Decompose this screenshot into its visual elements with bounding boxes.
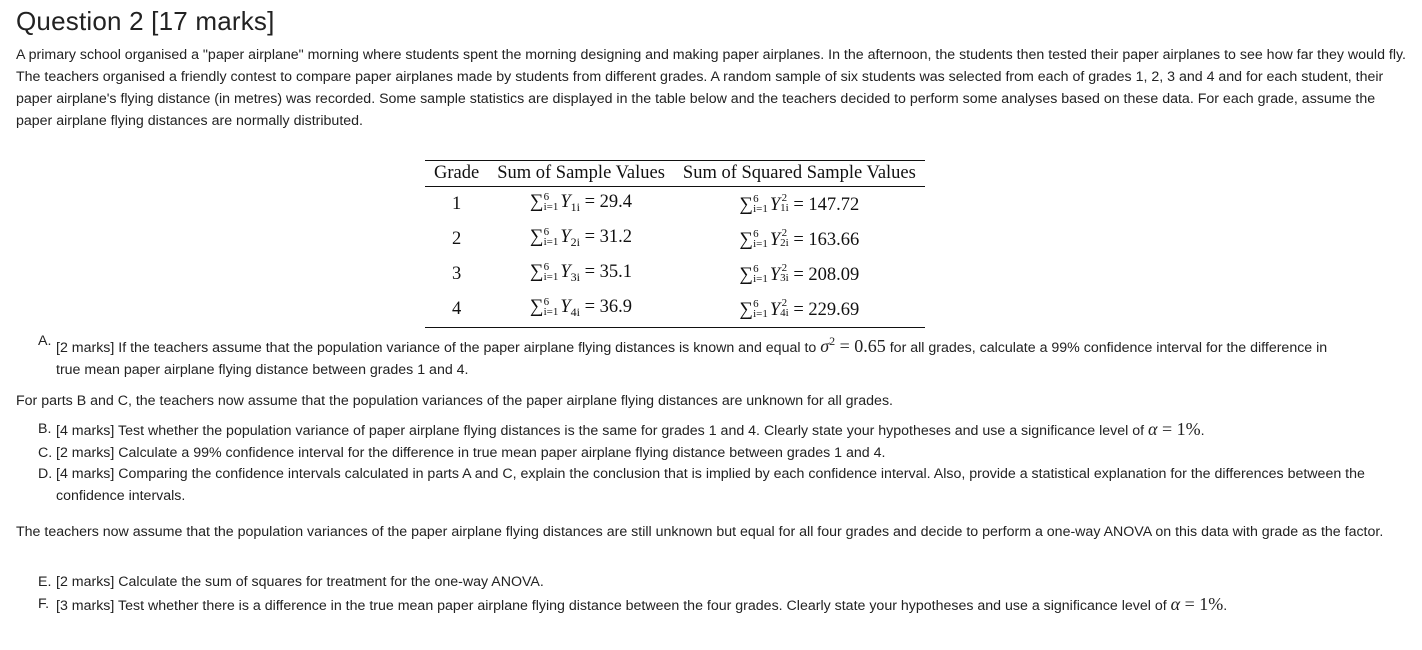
variable: Y	[769, 299, 781, 320]
part-c-label: C.	[38, 444, 53, 461]
sum-cell	[488, 222, 674, 257]
sum-squared-value: = 147.72	[793, 194, 860, 215]
subscript: 4i	[570, 305, 580, 319]
sum-value: = 31.2	[584, 227, 633, 247]
summation-limits: 6 i=1	[543, 190, 559, 213]
sum-squared-value: = 163.66	[793, 229, 860, 250]
part-c-text: [2 marks] Calculate a 99% confidence interval for the difference in true mean paper airplane flying distance between grades 1 and 4.	[56, 444, 886, 461]
sum-squared-cell	[674, 222, 925, 257]
sum-value: = 29.4	[584, 192, 633, 212]
grade-cell: 4	[425, 292, 488, 328]
sum-squared-value: = 208.09	[793, 264, 860, 285]
part-a-text-1: [2 marks] If the teachers assume that the population variance of the paper airplane flying distances is known and equal to	[56, 340, 817, 356]
table-row	[425, 292, 925, 328]
variable: Y	[560, 227, 571, 247]
paragraph-anova: The teachers now assume that the population variances of the paper airplane flying distances are still unknown but equal for all four grades and decide to perform a one-way ANOVA on this data with grade as the factor.	[16, 524, 1384, 540]
part-d-text: [4 marks] Comparing the confidence intervals calculated in parts A and C, explain the conclusion that is implied by each confidence interval. Also, provide a statistical explanation for the differences between the confidence intervals.	[56, 466, 1365, 504]
superscript-subscript: 2 1i	[780, 192, 789, 215]
parts-list-bcd	[38, 419, 1378, 507]
summation-symbol: ∑	[739, 298, 754, 320]
superscript-subscript: 2 2i	[780, 227, 789, 250]
part-d-label: D.	[38, 466, 53, 482]
summation-limits: 6 i=1	[543, 260, 559, 283]
header-grade: Grade	[425, 161, 488, 187]
subscript: 2i	[570, 235, 580, 249]
part-a	[38, 331, 1348, 381]
question-intro: A primary school organised a "paper airplane" morning where students spent the morning designing and making paper airplanes. In the afternoon, the students then tested their paper airplanes to see how far they would fly. The teachers organised a friendly contest to compare paper airplanes made by students from different grades. A random sample of six students was selected from each of grades 1, 2, 3 and 4 and for each student, their paper airplane's flying distance (in metres) was recorded. Some sample statistics are displayed in the table below and the teachers decided to perform some analyses based on these data. For each grade, assume the paper airplane flying distances are normally distributed.	[16, 47, 1406, 129]
variable: Y	[769, 194, 781, 215]
part-a-label: A.	[38, 333, 52, 349]
subscript: 3i	[570, 270, 580, 284]
part-c	[38, 443, 1378, 465]
table-row	[425, 187, 925, 223]
part-f-end: .	[1223, 597, 1228, 614]
part-b	[38, 419, 1378, 443]
summation-symbol: ∑	[530, 261, 544, 282]
question-title: Question 2 [17 marks]	[16, 6, 275, 36]
summation-limits: 6 i=1	[753, 263, 768, 286]
paragraph-parts-bc: For parts B and C, the teachers now assume that the population variances of the paper airplane flying distances are unknown for all grades.	[16, 393, 893, 409]
variable: Y	[560, 262, 571, 282]
part-e-label: E.	[38, 574, 52, 590]
summation-limits: 6 i=1	[753, 298, 768, 321]
sum-value: = 36.9	[584, 297, 633, 317]
part-f-math: α = 1%	[1170, 593, 1224, 614]
table-row	[425, 222, 925, 257]
sum-squared-cell	[674, 292, 925, 328]
header-sum: Sum of Sample Values	[488, 161, 674, 187]
header-sum-squared: Sum of Squared Sample Values	[674, 161, 925, 187]
superscript-subscript: 2 3i	[780, 262, 789, 285]
parts-list-a	[38, 331, 1348, 381]
superscript-subscript: 2 4i	[780, 297, 789, 320]
part-f-text: [3 marks] Test whether there is a difference in the true mean paper airplane flying distance between the four grades. Clearly state your hypotheses and use a significance level of	[56, 597, 1167, 614]
table-header-row	[425, 161, 925, 187]
part-b-math: α = 1%	[1148, 419, 1201, 439]
summation-limits: 6 i=1	[753, 228, 768, 251]
sum-squared-value: = 229.69	[793, 299, 860, 320]
part-d	[38, 464, 1378, 507]
summation-symbol: ∑	[530, 191, 544, 212]
sample-statistics-table	[425, 160, 925, 328]
part-b-label: B.	[38, 421, 52, 437]
variable: Y	[560, 297, 571, 317]
sum-cell	[488, 257, 674, 292]
summation-limits: 6 i=1	[753, 193, 768, 216]
part-e	[38, 572, 1378, 594]
parts-list-ef	[38, 572, 1378, 617]
table-row	[425, 257, 925, 292]
sum-squared-cell	[674, 187, 925, 223]
part-f-label: F.	[38, 595, 50, 612]
part-b-text: [4 marks] Test whether the population variance of paper airplane flying distances is the same for grades 1 and 4. Clearly state your hypotheses and use a significance level of	[56, 423, 1145, 439]
variable: Y	[769, 264, 781, 285]
summation-limits: 6 i=1	[543, 295, 559, 318]
grade-cell: 1	[451, 194, 462, 214]
grade-cell: 3	[451, 264, 462, 284]
summation-symbol: ∑	[739, 263, 754, 285]
sum-squared-cell	[674, 257, 925, 292]
summation-symbol: ∑	[530, 296, 544, 317]
summation-symbol: ∑	[739, 228, 754, 250]
variable: Y	[560, 192, 571, 212]
summation-symbol: ∑	[739, 193, 754, 215]
variable: Y	[769, 229, 781, 250]
part-e-text: [2 marks] Calculate the sum of squares for treatment for the one-way ANOVA.	[56, 574, 544, 590]
sum-cell	[488, 187, 674, 223]
sum-cell	[488, 292, 674, 328]
part-f	[38, 594, 1378, 618]
summation-symbol: ∑	[530, 226, 544, 247]
part-a-math: $\sigma^2 = 0.65$	[820, 334, 886, 356]
grade-cell: 2	[451, 229, 462, 249]
sum-value: = 35.1	[584, 262, 633, 282]
part-a-text-2: for all grades, calculate a 99% confidence interval for the difference in true mean paper airplane flying distance between grades 1 and 4.	[56, 340, 1328, 378]
part-b-end: .	[1200, 423, 1205, 439]
subscript: 1i	[570, 200, 580, 214]
summation-limits: 6 i=1	[543, 225, 559, 248]
